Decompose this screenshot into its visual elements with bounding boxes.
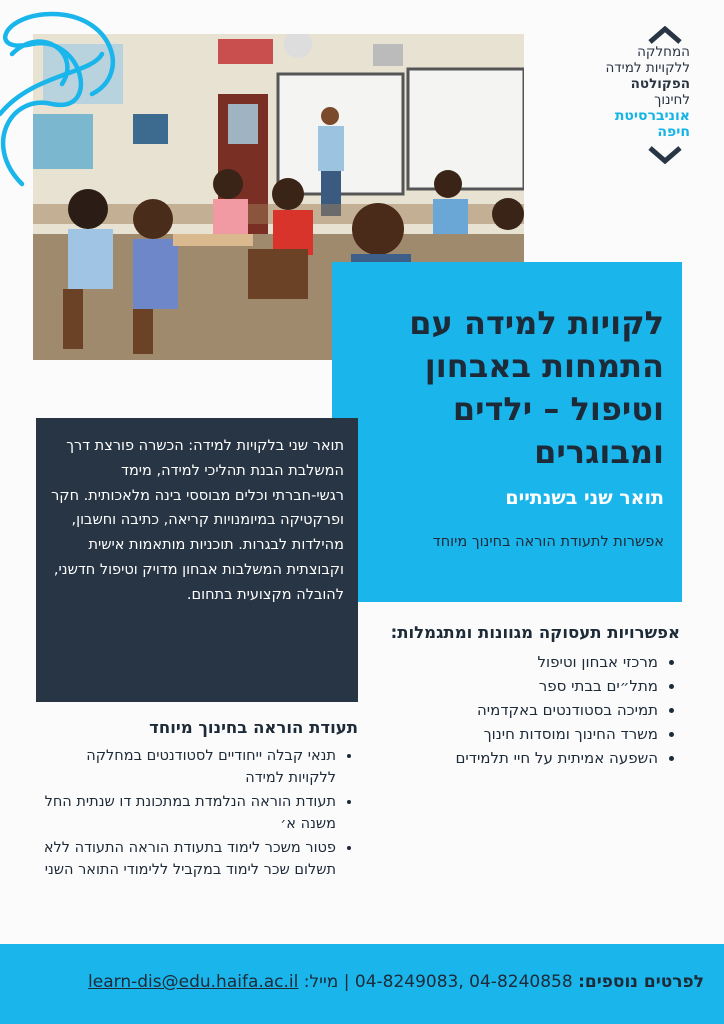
list-item: • תמיכה בסטודנטים באקדמיה	[390, 698, 658, 722]
phone-numbers: 04-8240858 ,04-8249083	[354, 972, 573, 992]
contact-footer	[0, 944, 724, 1024]
logo-university-name: חיפה	[657, 124, 690, 140]
list-item: • תעודת הוראה הנלמדת במתכונת דו שנתית החל משנה א׳	[36, 791, 336, 835]
contact-line	[88, 972, 704, 992]
mail-label: | מייל:	[303, 972, 350, 992]
logo-university: אוניברסיטת	[614, 108, 690, 124]
contact-label: לפרטים נוספים:	[578, 972, 704, 992]
list-item: • מרכזי אבחון וטיפול	[390, 650, 658, 674]
career-options-section	[390, 622, 680, 770]
list-item: • משרד החינוך ומוסדות חינוך	[390, 722, 658, 746]
teaching-certificate-option: אפשרות לתעודת הוראה בחינוך מיוחד	[432, 534, 664, 550]
teaching-certificate-list	[36, 745, 358, 881]
program-description-panel	[36, 418, 358, 702]
logo-faculty: הפקולטה	[630, 76, 690, 92]
degree-duration: תואר שני בשנתיים	[505, 487, 664, 509]
chevron-up-icon	[648, 26, 682, 44]
career-options-list	[390, 650, 680, 770]
page-title: לקויות למידה עם התמחות באבחון וטיפול – ילדים ומבוגרים	[409, 304, 664, 471]
logo-faculty-name: לחינוך	[654, 92, 690, 108]
university-logo	[572, 26, 690, 164]
teaching-certificate-section	[36, 718, 358, 883]
list-item: • תנאי קבלה ייחודיים לסטודנטים במחלקה ללקויות למידה	[36, 745, 336, 789]
logo-department-name: ללקויות למידה	[605, 60, 690, 76]
career-options-heading: אפשרויות תעסוקה מגוונות ומתגמלות:	[390, 623, 680, 642]
logo-department: המחלקה	[637, 44, 690, 60]
hero-panel	[332, 262, 682, 602]
list-item: • פטור משכר לימוד בתעודת הוראה התעודה ללא תשלום שכר לימוד במקביל ללימודי התואר השני	[36, 837, 336, 881]
email-link[interactable]: learn-dis@edu.haifa.ac.il	[88, 972, 299, 992]
teaching-certificate-heading: תעודת הוראה בחינוך מיוחד	[149, 718, 358, 737]
list-item: • השפעה אמיתית על חיי תלמידים	[390, 746, 658, 770]
list-item: • מתל״ים בבתי ספר	[390, 674, 658, 698]
program-description: תואר שני בלקויות למידה: הכשרה פורצת דרך המשלבת הבנת תהליכי למידה, מימד רגשי-חברתי וכלים מבוססי בינה מלאכותית. חקר ופרקטיקה במיומנויות קריאה, כתיבה וחשבון, מהילדות לבגרות. תוכניות מותאמות אישית וקבוצתית המשלבות אבחון מדויק וטיפול חדשני, להובלה מקצועית בתחום.	[51, 438, 344, 603]
decorative-swirl-icon	[0, 0, 142, 194]
chevron-down-icon	[648, 146, 682, 164]
